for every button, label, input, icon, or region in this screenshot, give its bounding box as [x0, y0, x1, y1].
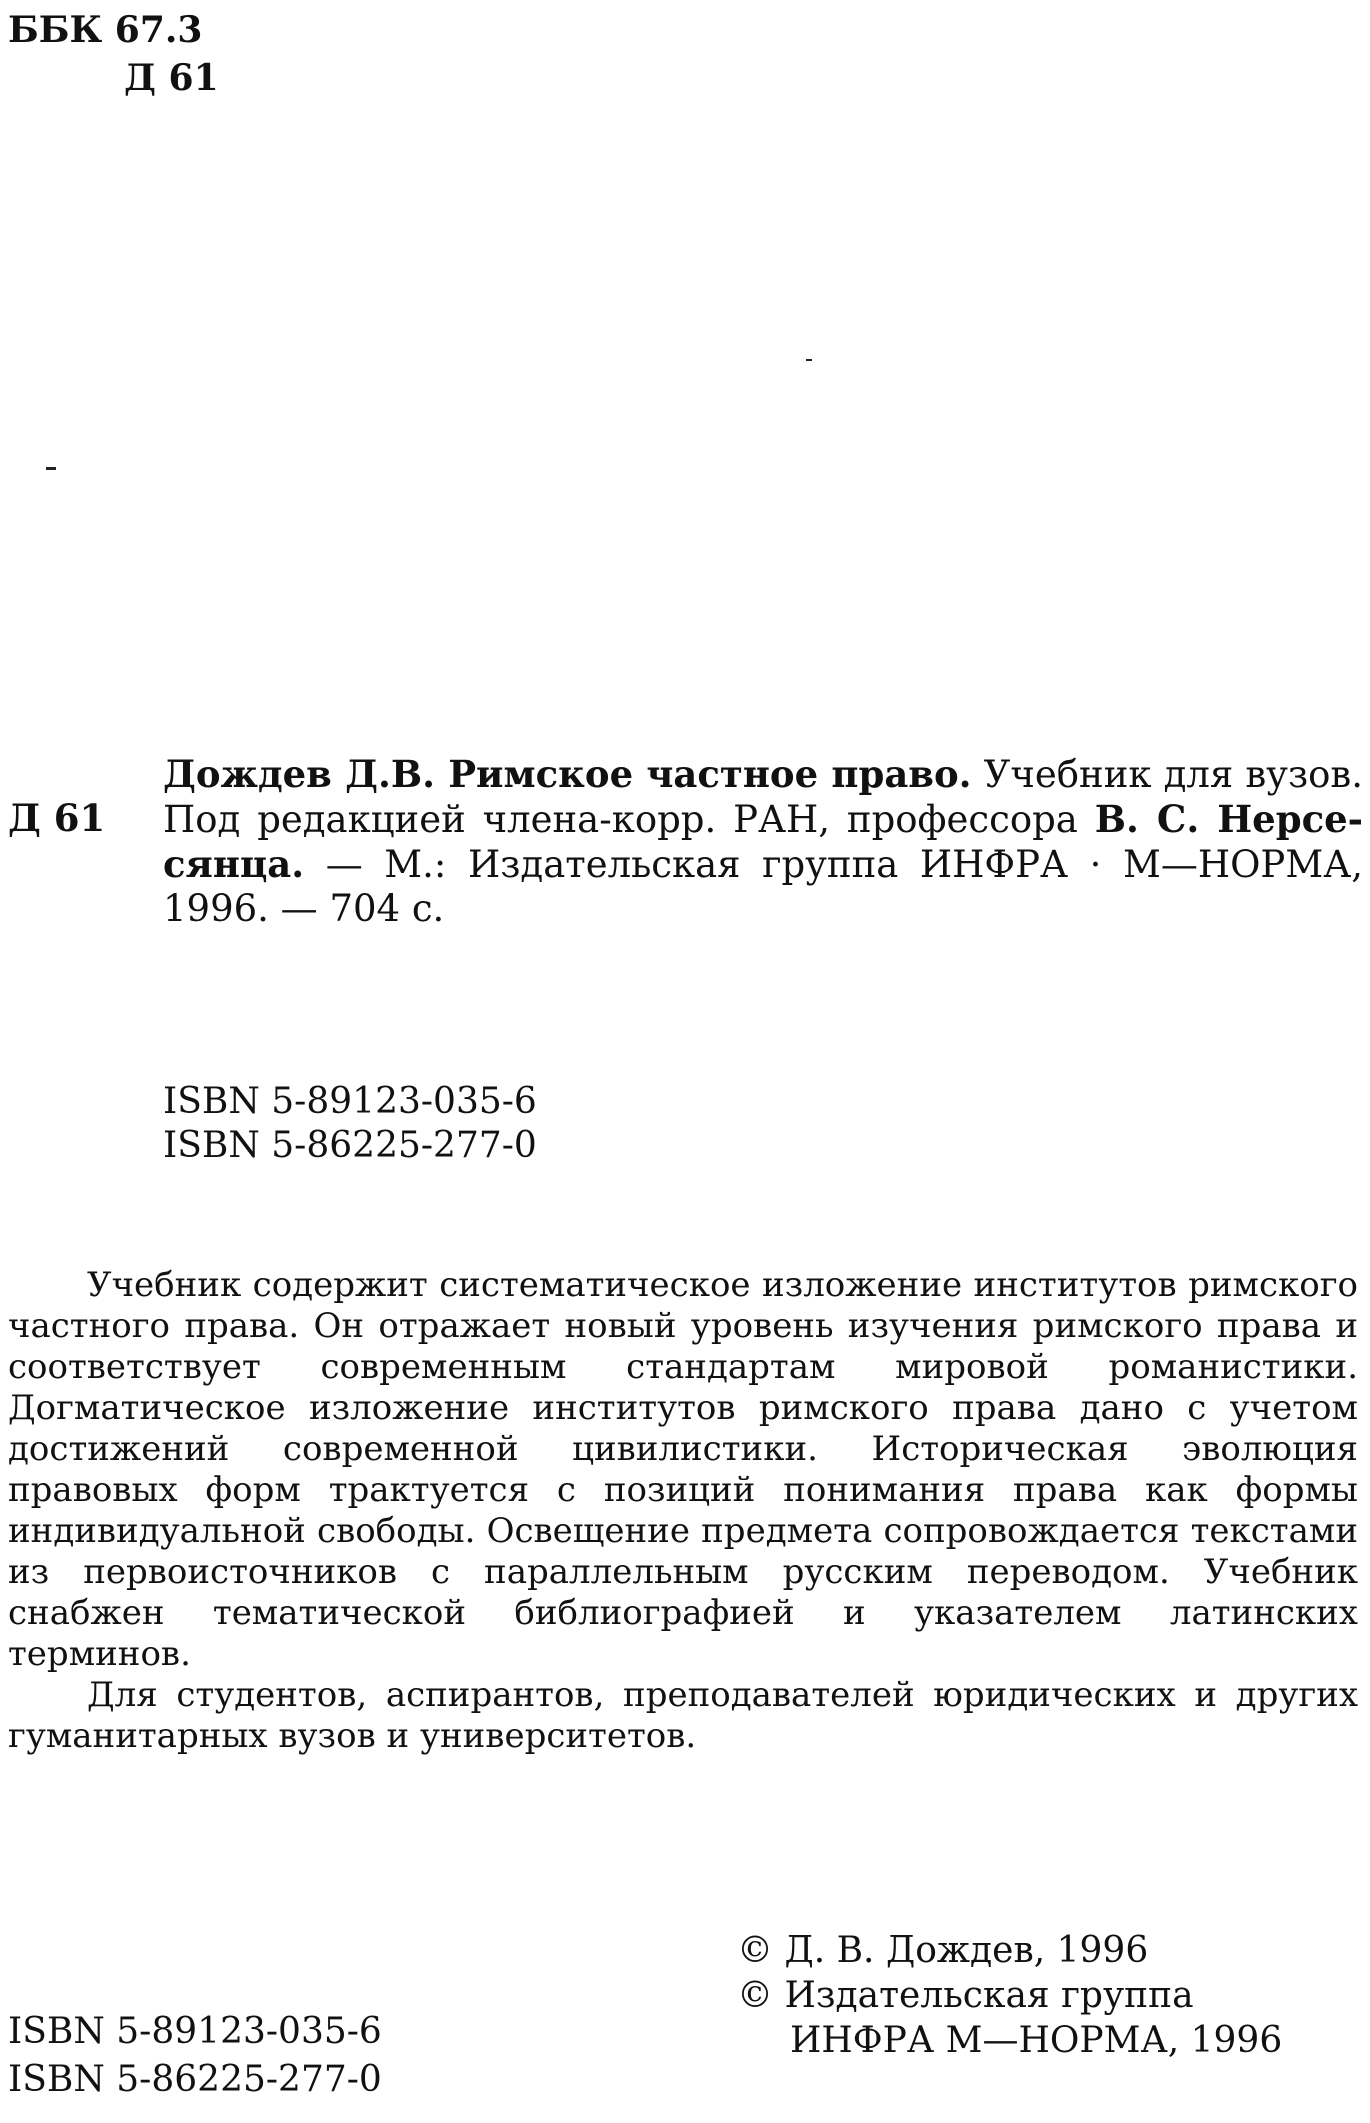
biblio-line-2 [163, 797, 1363, 842]
title-bold: Дождев Д.В. Римское частное право. [163, 752, 972, 796]
scan-speck [46, 467, 56, 470]
isbn-line: ISBN 5-89123-035-6 [163, 1081, 537, 1122]
editor-text: Под редакцией члена-корр. РАН, профессора [163, 798, 1095, 841]
author-sign: Д 61 [124, 57, 219, 99]
biblio-line-4: 1996. — 704 с. [163, 887, 445, 930]
copyright-publisher-name: ИНФРА М—НОРМА, 1996 [790, 2020, 1283, 2061]
bbk-code: ББК 67.3 [8, 9, 203, 51]
biblio-line-3 [163, 842, 1363, 887]
scan-speck [806, 359, 812, 361]
annotation [8, 1265, 1358, 1757]
footer-isbn-line: ISBN 5-89123-035-6 [8, 2011, 382, 2052]
biblio-line-1 [163, 752, 1363, 797]
editor-name-bold-cont: сянца. [163, 842, 305, 886]
copyright [737, 1928, 1282, 2063]
isbn-line: ISBN 5-86225-277-0 [163, 1125, 537, 1166]
biblio-text [163, 752, 1363, 931]
publisher-text: — М.: Издательская группа ИНФРА · М—НОРМА, [304, 843, 1363, 886]
title-rest: Учебник для вузов. [971, 753, 1363, 796]
footer-isbn-line: ISBN 5-86225-277-0 [8, 2059, 382, 2100]
annotation-paragraph-1: Учебник содержит систематическое изложение институтов римского частного права. Он отражает новый уровень изучения римского права и соответствует современным стандартам мировой романистики. Догматическое изложение институтов римского права дано с учетом достижений современной цивилистики. Историческая эволюция правовых форм трактуется с позиций понимания права как формы индивидуальной свободы. Освещение предмета сопровождается текстами из первоисточников с параллельным русским переводом. Учебник снабжен тематической библиографией и указателем латинских терминов. [8, 1265, 1358, 1674]
editor-name-bold: В. С. Нерсе- [1094, 797, 1363, 841]
annotation-paragraph-2: Для студентов, аспирантов, преподавателей юридических и других гуманитарных вузов и университетов. [8, 1675, 1358, 1756]
biblio-author-sign: Д 61 [8, 796, 106, 840]
copyright-author: © Д. В. Дождев, 1996 [737, 1930, 1149, 1971]
isbn-block [163, 1080, 537, 1168]
copyright-publisher: © Издательская группа [737, 1975, 1194, 2016]
footer-isbn [8, 2008, 382, 2104]
